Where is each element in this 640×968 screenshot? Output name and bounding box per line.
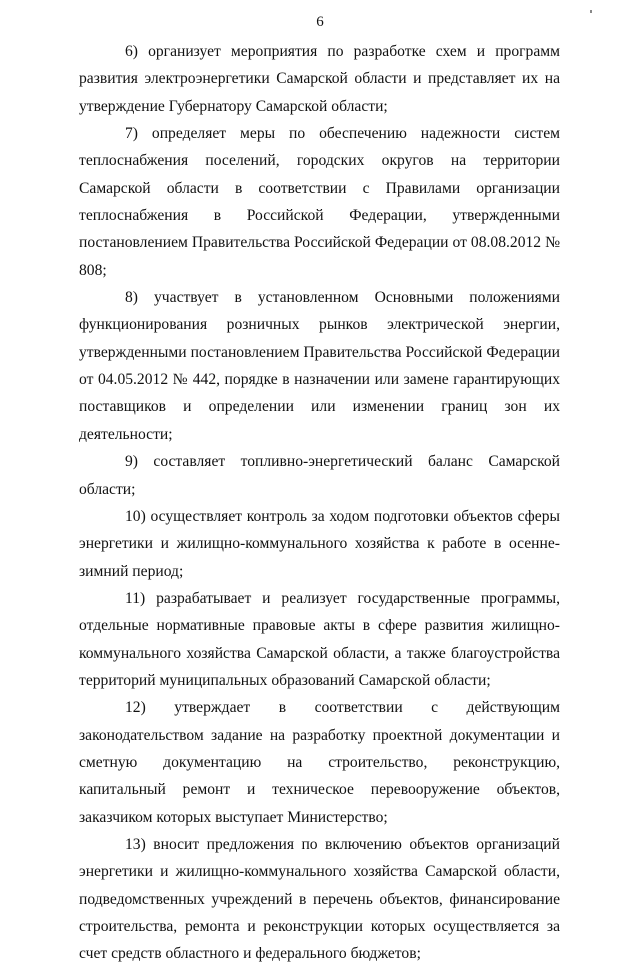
paragraph-item-13: 13) вносит предложения по включению объектов организаций энергетики и жилищно-коммунального хозяйства Самарской области, подведомственных учреждений в перечень объектов, финансирование строительства, ремонта и реконструкции которых осуществляется за счет средств областного и федерального бюджетов; bbox=[79, 835, 560, 963]
paragraph-item-9: 9) составляет топливно-энергетический баланс Самарской области; bbox=[79, 453, 560, 498]
paragraph-item-6: 6) организует мероприятия по разработке схем и программ развития электроэнергетики Самарской области и представляет их на утверждение Губернатору Самарской области; bbox=[79, 43, 560, 115]
paragraph-item-11: 11) разрабатывает и реализует государственные программы, отдельные нормативные правовые акты в сфере развития жилищно-коммунального хозяйства Самарской области, а также благоустройства территорий муниципальных образований Самарской области; bbox=[79, 589, 560, 689]
paragraph-item-12: 12) утверждает в соответствии с действующим законодательством задание на разработку проектной документации и сметную документацию на строительство, реконструкцию, капитальный ремонт и техническое перевооружение объектов, заказчиком которых выступает Министерство; bbox=[79, 699, 560, 826]
document-body bbox=[79, 38, 560, 968]
paragraph-item-8: 8) участвует в установленном Основными положениями функционирования розничных рынков электрической энергии, утвержденными постановлением Правительства Российской Федерации от 04.05.2012 № 442, порядке в назначении или замене гарантирующих поставщиков и определении или изменении границ зон их деятельности; bbox=[79, 289, 560, 443]
paragraph-item-7: 7) определяет меры по обеспечению надежности систем теплоснабжения поселений, городских округов на территории Самарской области в соответствии с Правилами организации теплоснабжения в Российской Федерации, утвержденными постановлением Правительства Российской Федерации от 08.08.2012 № 808; bbox=[79, 125, 560, 279]
page-number: 6 bbox=[316, 14, 324, 30]
scan-artifact bbox=[590, 10, 592, 13]
paragraph-item-10: 10) осуществляет контроль за ходом подготовки объектов сферы энергетики и жилищно-коммунального хозяйства к работе в осенне-зимний период; bbox=[79, 507, 560, 580]
